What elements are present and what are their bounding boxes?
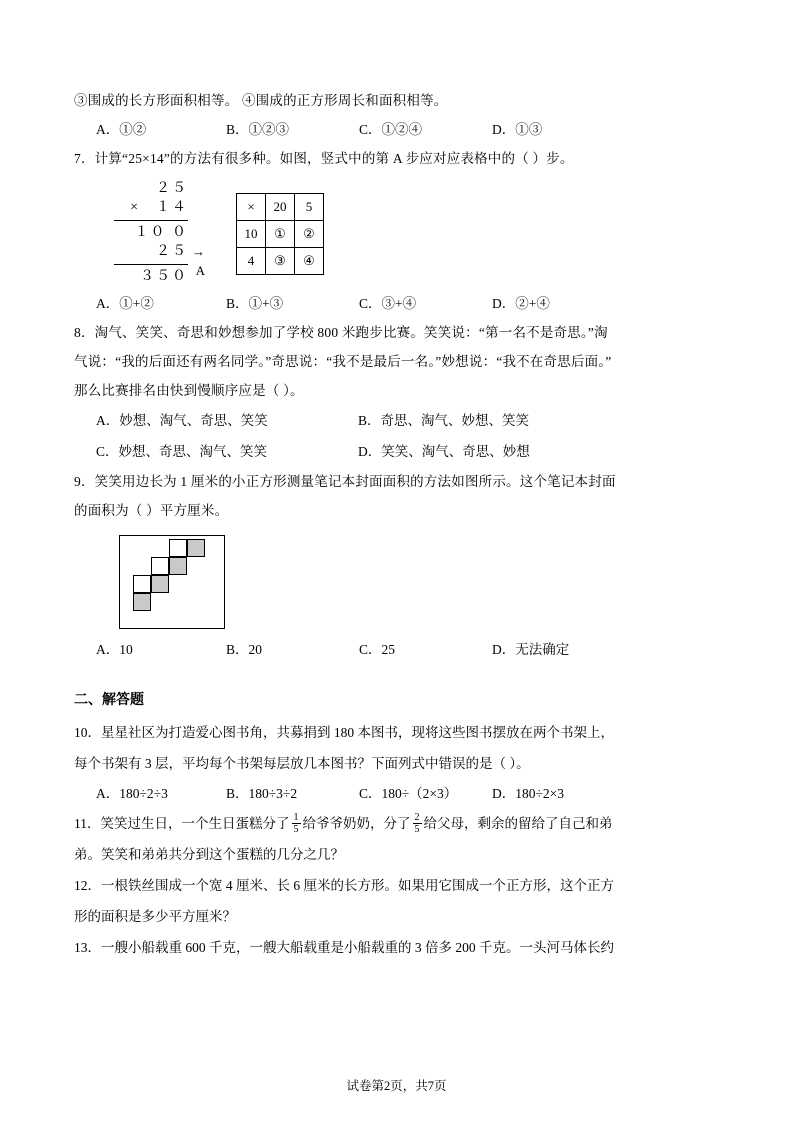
vmult-step-arrow: → A [192,244,205,278]
question-13-text-1: 一艘小船载重 600 千克，一艘大船载重是小船载重的 3 倍多 200 千克。一头河马体长约 [101,940,614,955]
question-11-text-mid: 给爷爷奶奶，分了 [302,816,411,831]
question-7-figure [74,179,719,287]
question-7 [74,144,719,173]
option-d: D．无法确定 [492,642,570,657]
question-9-number: 9． [74,474,95,489]
question-8-options-row-2 [74,436,719,467]
question-12-line-2: 形的面积是多少平方厘米？ [74,909,236,924]
cell-r2c2: ④ [295,248,324,275]
unit-square-outline [133,575,151,593]
unit-square-outline [169,539,187,557]
fraction-numerator: 1 [293,812,299,824]
option-b: B．20 [226,642,263,657]
question-12-line-1 [74,870,719,901]
option-c: C．③+④ [359,296,417,311]
option-b: B．180÷3÷2 [226,786,298,801]
question-12-text-1: 一根铁丝围成一个宽 4 厘米、长 6 厘米的长方形。如果用它围成一个正方形，这个正方 [101,878,614,893]
table-row [237,194,324,221]
option-a: A．180÷2÷3 [96,786,168,801]
option-b: B．①+③ [226,296,284,311]
option-c: C．25 [359,642,396,657]
vmult-line-1: ２５ [156,181,188,196]
question-9-text-1: 笑笑用边长为 1 厘米的小正方形测量笔记本封面面积的方法如图所示。这个笔记本封面 [94,474,616,489]
question-8-line-1 [74,318,719,347]
question-11-line-2: 弟。笑笑和弟弟共分到这个蛋糕的几分之几？ [74,847,344,862]
table-row [237,248,324,275]
fraction-denominator: 5 [414,824,420,836]
unit-square [187,539,205,557]
question-9-line-2: 的面积为（ ）平方厘米。 [74,503,229,518]
question-7-options [74,289,719,318]
option-b: B．①②③ [226,122,290,137]
option-a: A．①② [96,122,147,137]
cell-r1c0: 10 [237,221,266,248]
cell-r2c1: ③ [266,248,295,275]
unit-square [169,557,187,575]
question-13-number: 13． [74,940,101,955]
vertical-multiplication [114,179,205,286]
question-10-number: 10． [74,725,101,740]
option-c: C．180÷（2×3） [359,786,458,801]
fraction-two-fifths [413,812,422,835]
question-8-text-1: 淘气、笑笑、奇思和妙想参加了学校 800 米跑步比赛。笑笑说：“第一名不是奇思。”淘 [94,325,608,340]
question-7-text: 计算“25×14”的方法有很多种。如图，竖式中的第 A 步应对应表格中的（ ）步。 [94,151,574,166]
vmult-line-2: × １４ [130,200,188,215]
question-8-options-row-1 [74,405,719,436]
question-11-text-post: 给父母，剩余的留给了自己和弟 [423,816,613,831]
question-12-number: 12． [74,878,101,893]
question-7-number: 7． [74,151,95,166]
question-11-text-pre: 笑笑过生日，一个生日蛋糕分了 [100,816,290,831]
option-d: D．笑笑、淘气、奇思、妙想 [358,444,530,459]
question-10-line-2: 每个书架有 3 层，平均每个书架每层放几本图书？下面列式中错误的是（ ）。 [74,756,530,771]
fraction-numerator: 2 [414,812,420,824]
option-b: B．奇思、淘气、妙想、笑笑 [358,413,530,428]
vmult-line-3: １０ ０ [134,225,188,240]
cell-r0c1: 20 [266,194,295,221]
fraction-one-fifth [292,812,301,835]
option-a: A．①+② [96,296,154,311]
option-d: D．①③ [492,122,543,137]
question-10-options [74,779,719,808]
question-7-table [236,193,324,275]
page-footer: 试卷第2页，共7页 [346,1079,447,1093]
question-10-line-1 [74,717,719,748]
cell-r1c1: ① [266,221,295,248]
cell-r0c0: × [237,194,266,221]
option-a: A．10 [96,642,133,657]
vmult-rule-1 [114,219,188,221]
cell-r1c2: ② [295,221,324,248]
section-title-2: 二、解答题 [74,693,144,708]
question-9-figure [119,535,227,631]
top-fragment-line: ③围成的长方形面积相等。 ④围成的正方形周长和面积相等。 [74,93,448,108]
fraction-denominator: 5 [293,824,299,836]
question-8-line-2: 气说：“我的后面还有两名同学。”奇思说：“我不是最后一名。”妙想说：“我不在奇思后面。” [74,354,612,369]
vmult-line-4-value: ２５ [156,244,188,259]
vmult-rule-2 [114,263,188,265]
option-c: C．妙想、奇思、淘气、笑笑 [96,444,268,459]
option-c: C．①②④ [359,122,423,137]
unit-square-outline [151,557,169,575]
question-8-number: 8． [74,325,95,340]
question-11-number: 11． [74,816,101,831]
question-13-line-1 [74,932,719,963]
option-a: A．妙想、淘气、奇思、笑笑 [96,413,268,428]
top-fragment-options [74,115,719,144]
question-10-text-1: 星星社区为打造爱心图书角，共募捐到 180 本图书，现将这些图书摆放在两个书架上， [101,725,614,740]
question-9-line-1 [74,467,719,496]
unit-square [133,593,151,611]
vmult-line-5: ３５０ [140,269,188,284]
option-d: D．②+④ [492,296,550,311]
unit-square [151,575,169,593]
question-11-line-1 [74,808,719,839]
option-d: D．180÷2×3 [492,786,565,801]
cell-r2c0: 4 [237,248,266,275]
question-9-options [74,635,719,664]
cell-r0c2: 5 [295,194,324,221]
table-row [237,221,324,248]
question-8-line-3: 那么比赛排名由快到慢顺序应是（ ）。 [74,383,304,398]
